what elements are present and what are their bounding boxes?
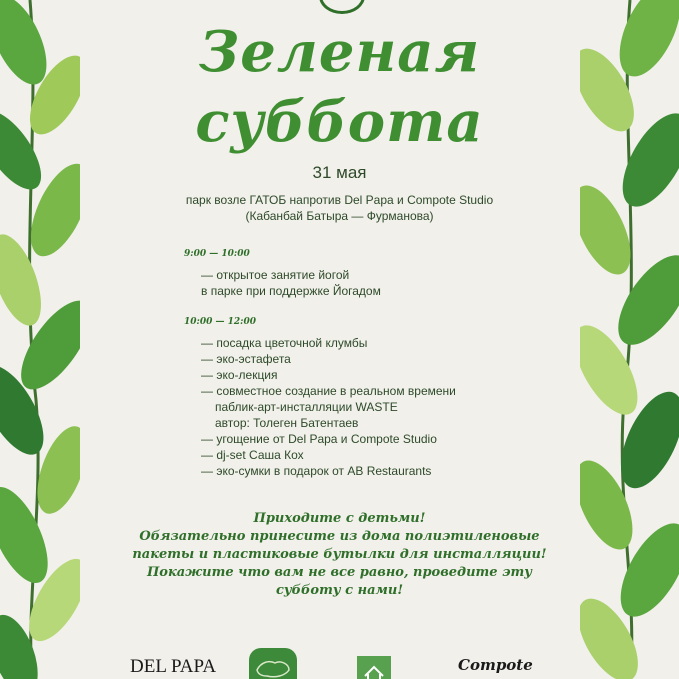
event-date: 31 мая <box>312 163 367 182</box>
schedule-block-2 <box>184 317 456 479</box>
schedule-item: — эко-эстафета <box>201 352 291 366</box>
venue <box>0 192 679 224</box>
call-line: Приходите с детьми! <box>253 511 426 526</box>
map-icon <box>249 648 297 679</box>
schedule-item: в парке при поддержке Йогадом <box>201 284 381 298</box>
call-line: Обязательно принесите из дома полиэтиленовые <box>139 529 540 544</box>
venue-line-1: парк возле ГАТОБ напротив Del Papa и Compote Studio <box>185 193 494 207</box>
sponsor-logos <box>0 648 679 679</box>
title-line-2: суббота <box>195 89 484 155</box>
house-icon <box>357 656 391 679</box>
schedule-time: 10:00 — 12:00 <box>184 317 257 327</box>
schedule-item: — эко-лекция <box>201 368 278 382</box>
schedule-item: — посадка цветочной клумбы <box>201 336 368 350</box>
kazakhstan-map-logo <box>249 648 297 679</box>
schedule-item: — эко-сумки в подарок от AB Restaurants <box>201 464 432 478</box>
schedule-time: 9:00 — 10:00 <box>184 249 250 259</box>
schedule-item: — dj-set Саша Кох <box>201 448 304 462</box>
call-line: субботу с нами! <box>275 583 404 598</box>
schedule-block-1 <box>184 249 381 299</box>
schedule-item: — совместное создание в реальном времени <box>201 384 456 398</box>
call-line: пакеты и пластиковые бутылки для инсталляции! <box>132 547 547 562</box>
compote-logo: Compote <box>458 656 533 674</box>
call-line: Покажите что вам не все равно, проведите эту <box>147 565 532 580</box>
top-emblem <box>319 0 365 14</box>
schedule-item: паблик-арт-инсталляции WASTE <box>215 400 398 414</box>
call-to-action <box>0 510 679 600</box>
title-line-1: Зеленая <box>198 19 481 85</box>
venue-line-2: (Кабанбай Батыра — Фурманова) <box>245 209 434 223</box>
schedule-item: — открытое занятие йогой <box>201 268 350 282</box>
house-logo <box>357 656 391 679</box>
schedule-item: — угощение от Del Papa и Compote Studio <box>201 432 437 446</box>
schedule-item: автор: Толеген Батентаев <box>215 416 359 430</box>
delpapa-logo: DEL PAPA <box>130 656 217 677</box>
